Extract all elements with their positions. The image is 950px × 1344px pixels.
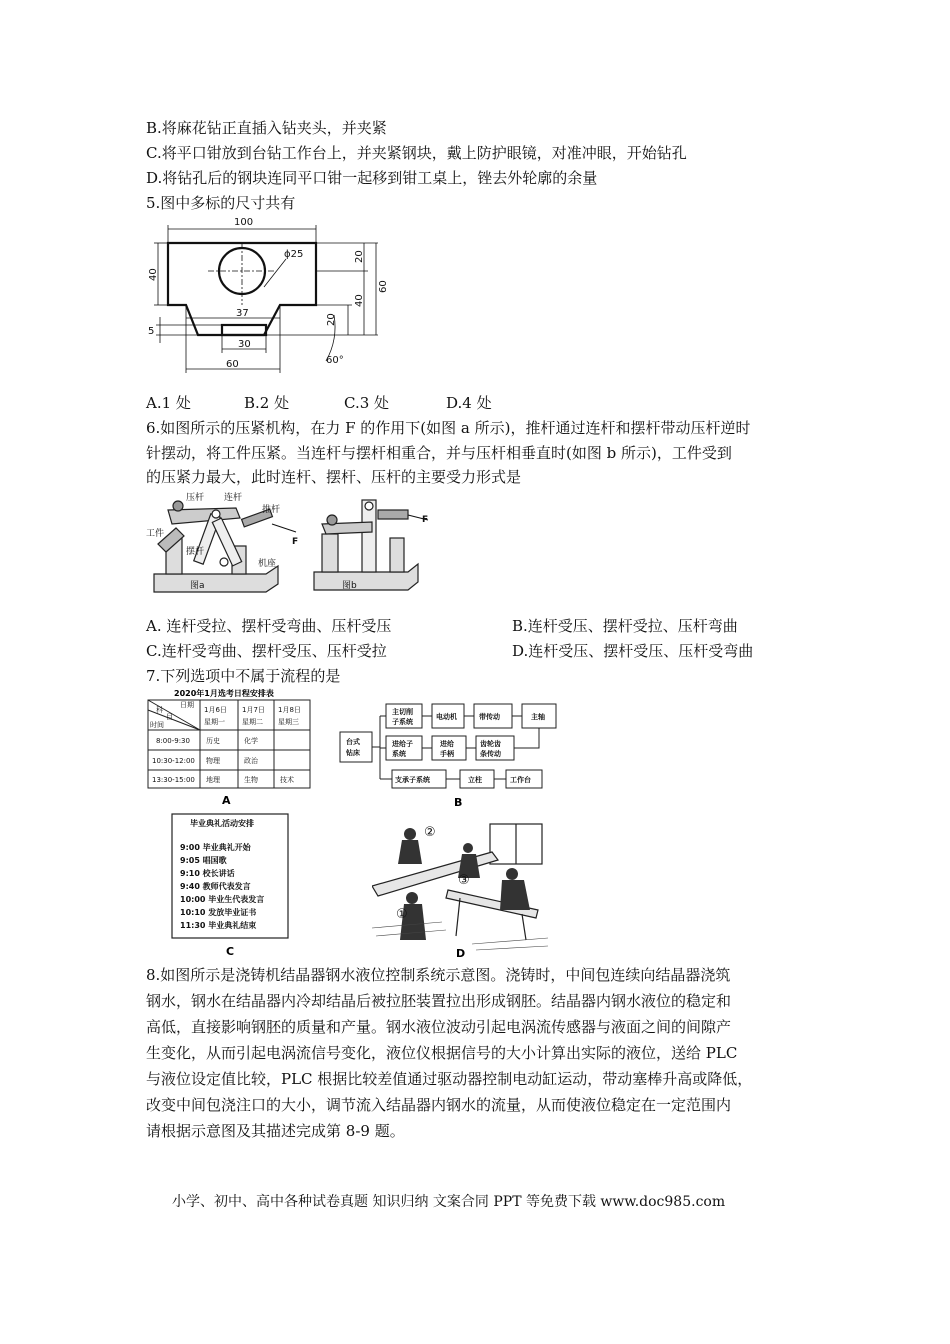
agenda-item-5: 10:00 毕业生代表发言 bbox=[180, 895, 265, 904]
node-lizhu: 立柱 bbox=[468, 776, 482, 784]
q7-figure-c-agenda bbox=[170, 812, 290, 960]
scene-mark-1: ① bbox=[396, 907, 408, 922]
weekday-2: 星期二 bbox=[242, 718, 263, 726]
agenda-item-1: 9:00 毕业典礼开始 bbox=[180, 843, 251, 852]
dim-100: 100 bbox=[234, 217, 254, 228]
time-1: 8:00-9:30 bbox=[156, 737, 190, 745]
cell-3-2: 生物 bbox=[244, 776, 258, 784]
node-jinji-1: 进给子 bbox=[392, 740, 413, 748]
node-diandongji: 电动机 bbox=[436, 713, 457, 721]
cell-2-2: 政治 bbox=[244, 757, 258, 765]
scene-mark-2: ② bbox=[424, 825, 436, 840]
date-1: 1月6日 bbox=[204, 706, 227, 714]
q4-option-d: D.将钻孔后的钢块连同平口钳一起移到钳工桌上，锉去外轮廓的余量 bbox=[146, 169, 598, 187]
node-zhicheng: 支承子系统 bbox=[395, 776, 430, 784]
weekday-1: 星期一 bbox=[204, 718, 225, 726]
q5-option-b: B.2 处 bbox=[244, 394, 290, 412]
node-jinji-2: 系统 bbox=[392, 750, 406, 758]
q5-option-d: D.4 处 bbox=[446, 394, 492, 412]
q4-option-c: C.将平口钳放到台钻工作台上，并夹紧钢块，戴上防护眼镜，对准冲眼，开始钻孔 bbox=[146, 144, 687, 162]
node-chilun-2: 条传动 bbox=[480, 750, 501, 758]
q8-line-5: 与液位设定值比较，PLC 根据比较差值通过驱动器控制电动缸运动，带动塞棒升高或降低， bbox=[146, 1070, 753, 1088]
dim-60-right: 60 bbox=[378, 280, 389, 293]
agenda-item-7: 11:30 毕业典礼结束 bbox=[180, 921, 257, 930]
q6-stem-line-2: 针摆动，将工件压紧。当连杆与摆杆相重合，并与压杆相垂直时(如图 b 所示)，工件受到 bbox=[146, 444, 732, 462]
letter-c: C bbox=[226, 945, 235, 958]
slot bbox=[222, 325, 266, 335]
q7-figure-a-schedule bbox=[146, 686, 312, 808]
label-yagan: 压杆 bbox=[186, 493, 205, 503]
scene-mark-3: ③ bbox=[458, 873, 470, 888]
cell-2-1: 物理 bbox=[206, 757, 220, 765]
node-jinjishoubing-2: 手柄 bbox=[440, 750, 454, 758]
q6-option-c: C.连杆受弯曲、摆杆受压、压杆受拉 bbox=[146, 642, 387, 660]
agenda-item-6: 10:10 发放毕业证书 bbox=[180, 908, 257, 917]
label-jizuo: 机座 bbox=[258, 559, 277, 569]
dim-30: 30 bbox=[238, 339, 251, 350]
q8-line-2: 钢水，钢水在结晶器内冷却结晶后被拉胚装置拉出形成钢胚。结晶器内钢水液位的稳定和 bbox=[146, 992, 732, 1010]
q6-clamp-figures bbox=[146, 488, 446, 598]
corner-mu: 目 bbox=[166, 713, 173, 721]
agenda-item-2: 9:05 唱国歌 bbox=[180, 856, 227, 865]
q8-line-6: 改变中间包浇注口的大小，调节流入结晶器内钢水的流量，从而使液位稳定在一定范围内 bbox=[146, 1096, 732, 1114]
q8-line-3: 高低，直接影响钢胚的质量和产量。钢水液位波动引起电涡流传感器与液面之间的间隙产 bbox=[146, 1018, 732, 1036]
dim-60-bottom: 60 bbox=[226, 359, 239, 370]
letter-d: D bbox=[456, 947, 466, 960]
node-zhuzhou: 主轴 bbox=[531, 713, 545, 721]
q5-option-c: C.3 处 bbox=[344, 394, 390, 412]
node-daichuandong: 带传动 bbox=[479, 713, 500, 721]
cell-1-1: 历史 bbox=[206, 737, 220, 745]
cell-1-2: 化学 bbox=[244, 737, 258, 745]
time-3: 13:30-15:00 bbox=[152, 776, 195, 784]
page-footer: 小学、初中、高中各种试卷真题 知识归纳 文案合同 PPT 等免费下载 www.doc985.com bbox=[172, 1194, 726, 1210]
agenda-item-4: 9:40 教师代表发言 bbox=[180, 882, 251, 891]
schedule-title: 2020年1月选考日程安排表 bbox=[174, 689, 274, 698]
cell-3-3: 技术 bbox=[280, 776, 294, 784]
date-3: 1月8日 bbox=[278, 706, 301, 714]
q8-line-1: 8.如图所示是浇铸机结晶器钢水液位控制系统示意图。浇铸时，中间包连续向结晶器浇筑 bbox=[146, 966, 731, 984]
label-baigan: 摆杆 bbox=[186, 547, 205, 557]
q8-line-7: 请根据示意图及其描述完成第 8-9 题。 bbox=[146, 1122, 405, 1140]
agenda-item-3: 9:10 校长讲话 bbox=[180, 869, 235, 878]
node-root-1: 台式 bbox=[346, 738, 360, 746]
label-fig-b: 图b bbox=[342, 581, 357, 591]
corner-date: 日期 bbox=[180, 701, 194, 709]
dim-angle: 60° bbox=[326, 355, 344, 366]
node-zhuqiexiao-1: 主切削 bbox=[392, 708, 413, 716]
node-gongzuotai: 工作台 bbox=[510, 776, 531, 784]
letter-a: A bbox=[222, 794, 231, 807]
dim-40-right: 40 bbox=[354, 294, 365, 307]
q6-option-d: D.连杆受压、摆杆受压、压杆受弯曲 bbox=[512, 642, 754, 660]
corner-ke: 科 bbox=[156, 706, 163, 714]
dim-phi25: ɸ25 bbox=[284, 249, 304, 260]
q6-option-b: B.连杆受压、摆杆受拉、压杆弯曲 bbox=[512, 617, 738, 635]
q5-option-a: A.1 处 bbox=[146, 394, 191, 412]
q5-stem: 5.图中多标的尺寸共有 bbox=[146, 194, 296, 212]
q7-figure-b-system-diagram bbox=[336, 696, 566, 808]
weekday-3: 星期三 bbox=[278, 718, 299, 726]
node-chilun-1: 齿轮齿 bbox=[480, 740, 501, 748]
label-gongjian: 工件 bbox=[146, 529, 165, 539]
node-jinjishoubing-1: 进给 bbox=[440, 740, 454, 748]
corner-time: 时间 bbox=[150, 721, 164, 729]
agenda-title: 毕业典礼活动安排 bbox=[190, 819, 254, 828]
q6-stem-line-3: 的压紧力最大，此时连杆、摆杆、压杆的主要受力形式是 bbox=[146, 468, 522, 486]
date-2: 1月7日 bbox=[242, 706, 265, 714]
label-force-a: F bbox=[292, 537, 299, 547]
q6-stem-line-1: 6.如图所示的压紧机构，在力 F 的作用下(如图 a 所示)，推杆通过连杆和摆杆带动压杆逆时 bbox=[146, 419, 751, 437]
dim-40-left: 40 bbox=[148, 268, 159, 281]
label-tuigan: 推杆 bbox=[262, 505, 281, 515]
label-force-b: F bbox=[422, 515, 429, 525]
node-zhuqiexiao-2: 子系统 bbox=[392, 718, 413, 726]
q7-stem: 7.下列选项中不属于流程的是 bbox=[146, 667, 341, 685]
q8-line-4: 生变化，从而引起电涡流信号变化，液位仪根据信号的大小计算出实际的液位，送给 PLC bbox=[146, 1044, 738, 1062]
q4-option-b: B.将麻花钻正直插入钻夹头，并夹紧 bbox=[146, 119, 387, 137]
q7-figure-d-illustration bbox=[372, 818, 548, 960]
cell-3-1: 地理 bbox=[206, 776, 220, 784]
q5-dimension-drawing bbox=[146, 213, 406, 388]
letter-b: B bbox=[454, 796, 463, 808]
label-fig-a: 图a bbox=[190, 581, 205, 591]
dim-5: 5 bbox=[148, 326, 155, 337]
time-2: 10:30-12:00 bbox=[152, 757, 195, 765]
dim-20-bottom: 20 bbox=[326, 313, 337, 326]
q6-option-a: A. 连杆受拉、摆杆受弯曲、压杆受压 bbox=[146, 617, 392, 635]
dim-37: 37 bbox=[236, 308, 249, 319]
label-liangan: 连杆 bbox=[224, 493, 243, 503]
node-root-2: 钻床 bbox=[346, 749, 360, 757]
dim-20-right: 20 bbox=[354, 250, 365, 263]
